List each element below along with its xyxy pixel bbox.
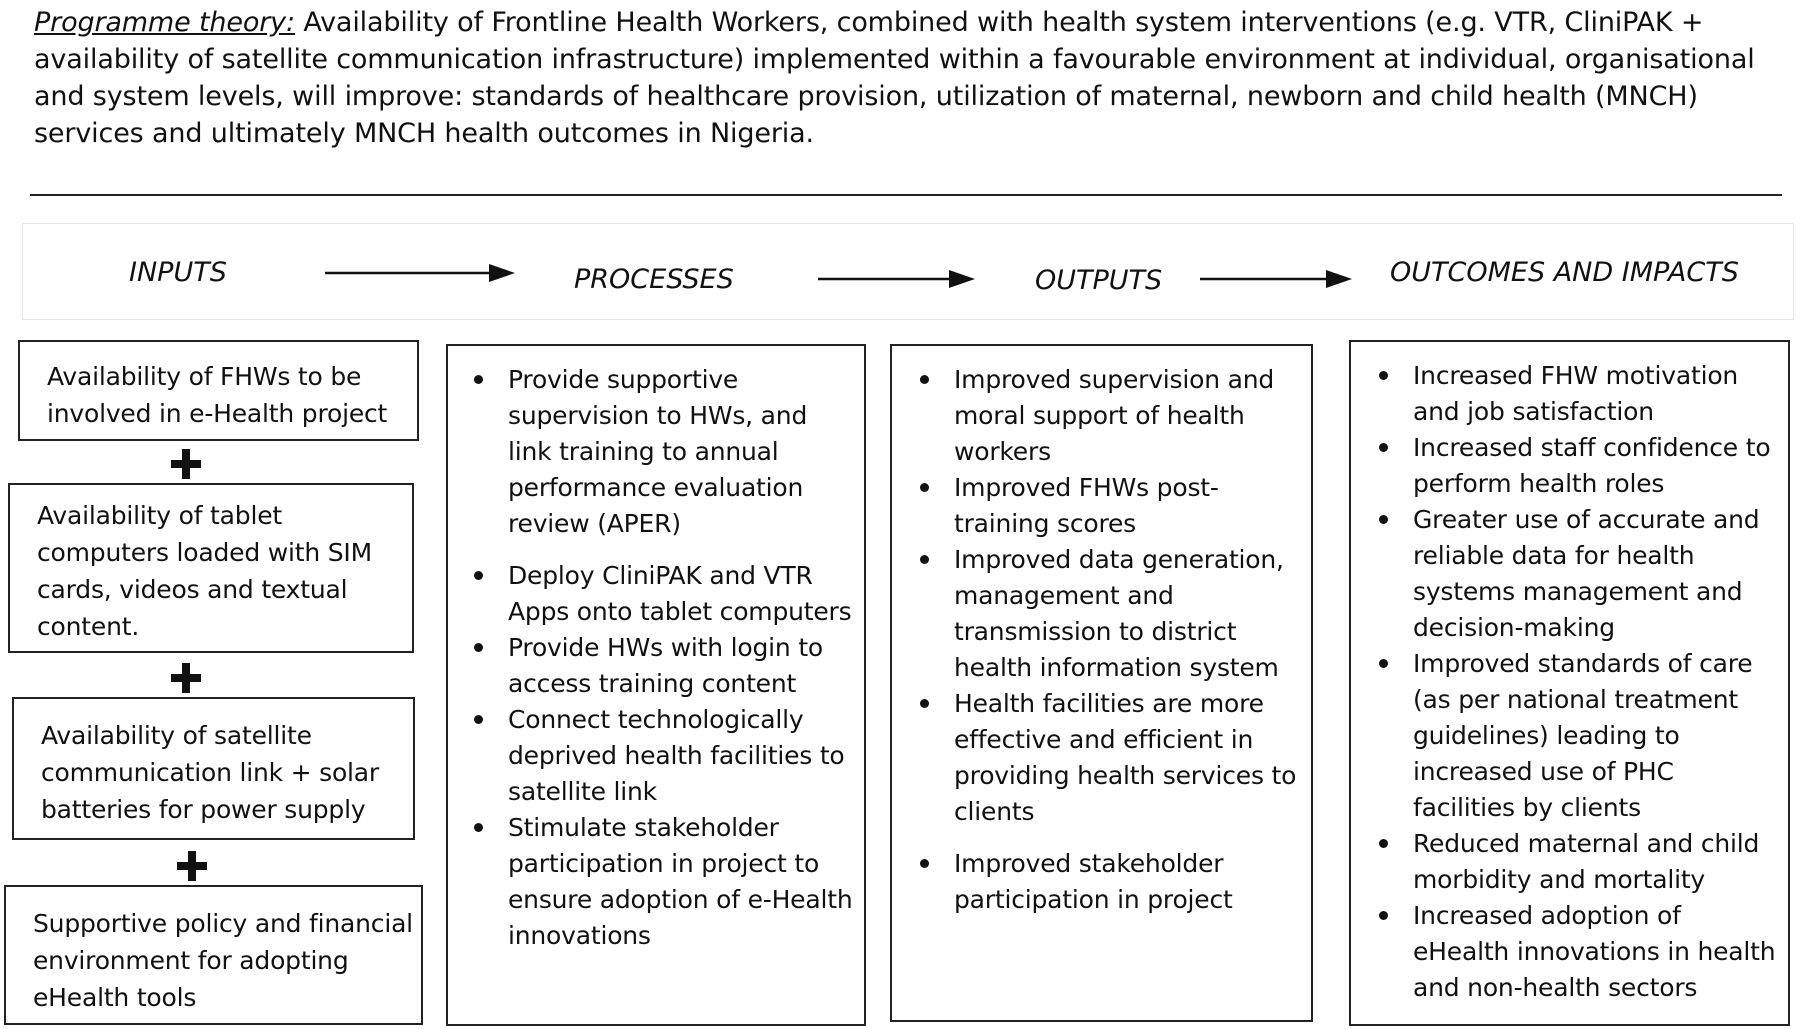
input-text-policy: Supportive policy and financial environment for adopting eHealth tools [33,909,413,1012]
list-item: Provide HWs with login to access training content [470,630,858,702]
list-item: Greater use of accurate and reliable data for health systems management and decision-making [1375,502,1782,646]
list-item: Improved FHWs post-training scores [916,470,1305,542]
list-item: Connect technologically deprived health facilities to satellite link [470,702,858,810]
input-box-tablets [8,483,414,653]
plus-icon [177,851,207,881]
programme-theory [34,4,1774,152]
stage-title-outputs: OUTPUTS [1035,265,1163,296]
list-item: Improved stakeholder participation in project [916,846,1305,918]
list-item: Health facilities are more effective and efficient in providing health services to clients [916,686,1305,830]
list-item: Provide supportive supervision to HWs, and link training to annual performance evaluation review (APER) [470,362,858,542]
stage-title-outcomes-impacts: OUTCOMES AND IMPACTS [1390,257,1739,288]
list-item: Improved standards of care (as per national treatment guidelines) leading to increased use of PHC facilities by clients [1375,646,1782,826]
stage-title-processes: PROCESSES [574,264,734,295]
list-item: Increased staff confidence to perform health roles [1375,430,1782,502]
list-item: Deploy CliniPAK and VTR Apps onto tablet computers [470,558,858,630]
list-item: Reduced maternal and child morbidity and mortality [1375,826,1782,898]
stage-title-inputs: INPUTS [129,257,227,288]
programme-theory-label: Programme theory: [34,7,295,38]
arrow-inputs-to-processes-icon [325,262,515,284]
processes-box [446,344,866,1026]
input-text-fhws: Availability of FHWs to be involved in e-Health project [47,362,388,428]
outcomes-list [1375,358,1782,1006]
list-item: Increased adoption of eHealth innovations in health and non-health sectors [1375,898,1782,1006]
list-item: Improved supervision and moral support of health workers [916,362,1305,470]
divider-rule [30,194,1782,196]
input-box-fhws [18,340,419,441]
list-item: Improved data generation, management and transmission to district health information system [916,542,1305,686]
arrow-outputs-to-outcomes-icon [1200,268,1352,290]
programme-theory-text: Availability of Frontline Health Workers, combined with health system interventions (e.g. VTR, CliniPAK + availability of satellite communication infrastructure) implemented within a favourable environment at individual, organisational and system levels, will improve: standards of healthcare provision, utilization of maternal, newborn and child health (MNCH) services and ultimately MNCH health outcomes in Nigeria. [34,7,1755,149]
outputs-list [916,362,1305,918]
outputs-box [890,344,1313,1022]
input-box-policy [4,885,423,1025]
list-item: Stimulate stakeholder participation in project to ensure adoption of e-Health innovations [470,810,858,954]
input-box-satellite [12,697,415,840]
list-item: Increased FHW motivation and job satisfaction [1375,358,1782,430]
arrow-processes-to-outputs-icon [818,268,975,290]
processes-list [470,362,858,954]
plus-icon [171,449,201,479]
input-text-tablets: Availability of tablet computers loaded with SIM cards, videos and textual content. [37,501,372,641]
plus-icon [171,663,201,693]
outcomes-box [1349,340,1790,1026]
input-text-satellite: Availability of satellite communication link + solar batteries for power supply [41,721,380,824]
